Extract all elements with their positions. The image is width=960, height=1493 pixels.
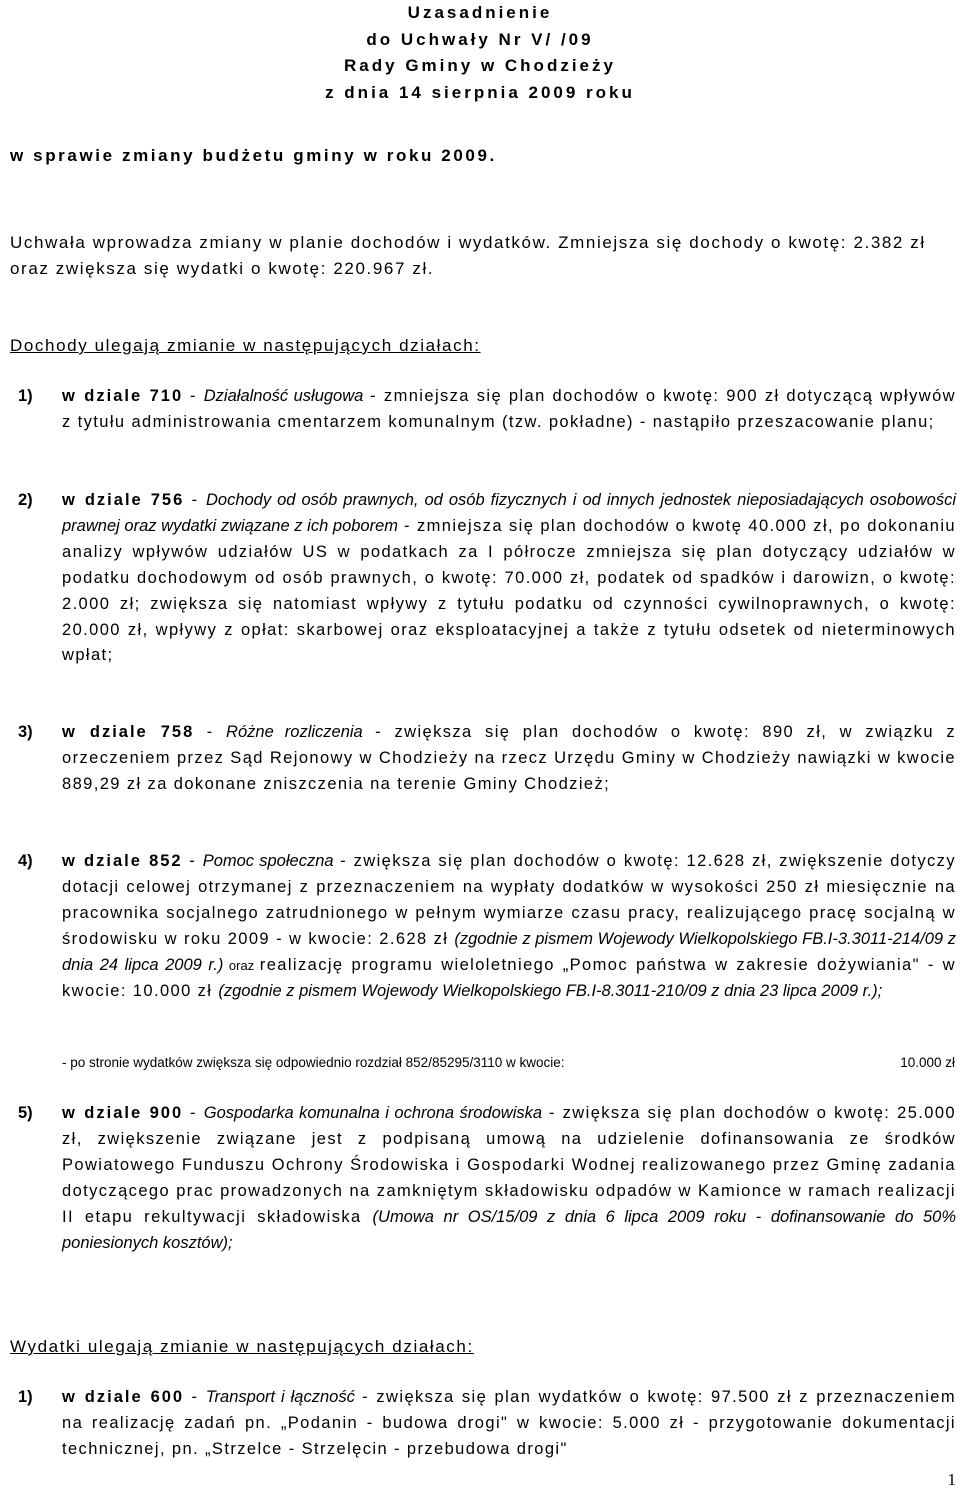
- item-section-code: w dziale 758: [62, 723, 195, 741]
- item-section-code: w dziale 710: [62, 387, 184, 405]
- item-body: [62, 384, 956, 436]
- income-heading: Dochody ulegają zmianie w następujących działach:: [10, 336, 481, 355]
- header-resolution-number: do Uchwały Nr V/ /09: [366, 29, 594, 49]
- item-body: [62, 1385, 956, 1463]
- item-section-code: w dziale 900: [62, 1104, 184, 1122]
- income-item-756: [18, 488, 956, 669]
- item-section-name: Transport i łączność: [205, 1388, 355, 1406]
- income-item-758: [18, 720, 956, 798]
- item-section-name: Dochody od osób prawnych, od osób fizycznych i od innych jednostek nieposiadających osobowości prawnej oraz wydatki związane z ich poborem: [62, 491, 956, 535]
- item-text: - zwiększa się plan dochodów o kwotę: 890 zł, w związku z orzeczeniem przez Sąd Rejonowy w Chodzieży na rzecz Urzędu Gminy w Chodzieży nawiązki w kwocie 889,29 zł za dokonane zniszczenia na terenie Gminy Chodzież;: [62, 723, 956, 793]
- item-number: 2): [18, 491, 33, 509]
- item-legal-reference: (Umowa nr OS/15/09 z dnia 6 lipca 2009 roku - dofinansowanie do 50% poniesionych kosztów);: [62, 1207, 956, 1252]
- item-number: 1): [18, 387, 33, 405]
- item-number: 3): [18, 723, 33, 741]
- item-separator: -: [182, 852, 203, 870]
- income-item-710: [18, 384, 956, 436]
- document-subject: w sprawie zmiany budżetu gminy w roku 2009.: [10, 146, 497, 165]
- item-text: - zwiększa się plan dochodów o kwotę: 25.000 zł, zwiększenie związane jest z podpisaną umową na udzielenie dofinansowania ze środków Powiatowego Funduszu Ochrony Środowiska i Gospodarki Wodnej realizowanego przez Gminę zadania dotyczącego prac prowadzonych na zamkniętym składowisku odpadów w Kamionce w ramach realizacji II etapu rekultywacji składowiska: [62, 1104, 956, 1226]
- expense-item-600: [18, 1385, 956, 1463]
- item-legal-reference-2: (zgodnie z pismem Wojewody Wielkopolskiego FB.I-8.3011-210/09 z dnia 23 lipca 2009 r.);: [218, 981, 883, 1000]
- header-council-name: Rady Gminy w Chodzieży: [344, 56, 616, 75]
- item-number: 4): [18, 852, 33, 870]
- item-section-name: Pomoc społeczna: [202, 852, 334, 870]
- income-item-852: [18, 849, 956, 1004]
- income-item-900: [18, 1101, 956, 1256]
- item-text-continued: realizację programu wieloletniego „Pomoc państwa w zakresie dożywiania" - w kwocie: 10.000 zł: [62, 955, 956, 1000]
- note-text: - po stronie wydatków zwiększa się odpowiednio rozdział 852/85295/3110 w kwocie:: [62, 1055, 565, 1070]
- item-number: 1): [18, 1388, 33, 1406]
- item-separator: -: [184, 491, 206, 509]
- expense-heading: Wydatki ulegają zmianie w następujących działach:: [10, 1337, 474, 1356]
- item-body: [62, 1101, 956, 1256]
- item-text: - zwiększa się plan dochodów o kwotę: 12.628 zł, zwiększenie dotyczy dotacji celowej otrzymanej z przeznaczeniem na wypłaty dodatków w wysokości 250 zł miesięcznie na pracownika socjalnego zatrudnionego w pełnym wymiarze czasu pracy, realizującego pracę socjalną w środowisku w roku 2009 - w kwocie: 2.628 zł: [62, 852, 956, 948]
- item-number: 5): [18, 1104, 33, 1122]
- item-text: - zwiększa się plan wydatków o kwotę: 97.500 zł z przeznaczeniem na realizację zadań pn. „Podanin - budowa drogi" w kwocie: 5.000 zł - przygotowanie dokumentacji technicznej, pn. „Strzelce - Strzelęcin - przebudowa drogi": [62, 1388, 956, 1458]
- note-amount: 10.000 zł: [900, 1055, 955, 1070]
- item-separator: -: [184, 1388, 206, 1406]
- item-conjunction: oraz: [223, 957, 260, 973]
- item-text: - zmniejsza się plan dochodów o kwotę: 900 zł dotyczącą wpływów z tytułu administrowania cmentarzem komunalnym (tzw. pokładne) - nastąpiło przeszacowanie planu;: [62, 387, 956, 431]
- item-body: [62, 720, 956, 798]
- header-title: Uzasadnienie: [407, 3, 553, 22]
- document-header: [0, 0, 960, 106]
- item-section-name: Różne rozliczenia: [226, 723, 363, 741]
- item-section-name: Działalność usługowa: [203, 387, 364, 405]
- page-number: 1: [947, 1470, 956, 1489]
- item-legal-reference: (zgodnie z pismem Wojewody Wielkopolskiego FB.I-3.3011-214/09 z dnia 24 lipca 2009 r.): [62, 929, 956, 974]
- item-section-code: w dziale 852: [62, 852, 183, 870]
- item-section-code: w dziale 756: [62, 491, 185, 509]
- header-date: z dnia 14 sierpnia 2009 roku: [325, 82, 635, 102]
- item-body: [62, 849, 956, 1004]
- item-text: - zmniejsza się plan dochodów o kwotę 40.000 zł, po dokonaniu analizy wpływów udziałów US w podatkach za I półrocze zmniejsza się plan dotyczący udziałów w podatku dochodowym od osób prawnych, o kwotę: 70.000 zł, podatek od spadków i darowizn, o kwotę: 2.000 zł; zwiększa się natomiast wpływy z tytułu podatku od czynności cywilnoprawnych, o kwotę: 20.000 zł, wpływy z opłat: skarbowej oraz eksploatacyjnej a także z tytułu odsetek od nieterminowych wpłat;: [62, 516, 957, 665]
- item-body: [62, 488, 956, 669]
- item-separator: -: [183, 387, 204, 405]
- intro-paragraph: Uchwała wprowadza zmiany w planie dochodów i wydatków. Zmniejsza się dochody o kwotę: 2.382 zł oraz zwiększa się wydatki o kwotę: 220.967 zł.: [10, 233, 926, 278]
- item-section-name: Gospodarka komunalna i ochrona środowiska: [203, 1104, 543, 1122]
- item-separator: -: [183, 1104, 204, 1122]
- item-section-code: w dziale 600: [62, 1388, 185, 1406]
- item-separator: -: [194, 723, 227, 741]
